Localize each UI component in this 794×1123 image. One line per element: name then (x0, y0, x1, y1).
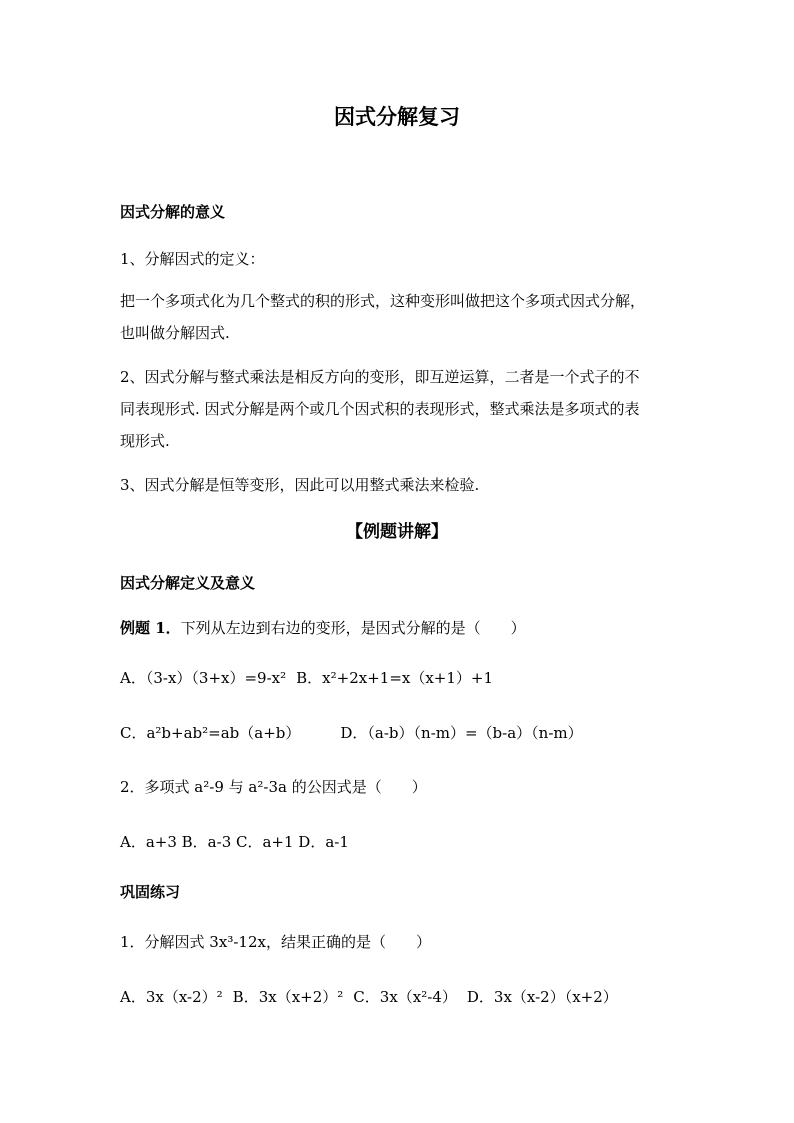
examples-heading: 【例题讲解】 (346, 522, 448, 542)
practice-heading: 巩固练习 (120, 883, 181, 901)
example-1-option-b: B．x²+2x+1=x（x+1）+1 (296, 669, 494, 687)
point-2-line-3: 现形式. (120, 432, 170, 450)
example-2-options: A．a+3 B．a-3 C．a+1 D．a-1 (120, 833, 349, 851)
practice-1-option-a: A．3x（x-2）² (120, 988, 223, 1006)
example-1-options-row-2 (120, 723, 583, 743)
section-heading-meaning: 因式分解的意义 (120, 203, 226, 221)
practice-1-options (120, 987, 618, 1007)
example-1-stem: 下列从左边到右边的变形，是因式分解的是（ ） (180, 619, 526, 637)
example-1-option-d: D．（a-b）（n-m）=（b-a）（n-m） (340, 724, 583, 742)
example-1-option-c: C．a²b+ab²=ab（a+b） (120, 724, 301, 742)
point-2-line-2: 同表现形式. 因式分解是两个或几个因式积的表现形式，整式乘法是多项式的表 (120, 400, 640, 418)
practice-1-option-b: B．3x（x+2）² (232, 988, 344, 1006)
section-heading-definition: 因式分解定义及意义 (120, 574, 256, 592)
point-2-line-1: 2、因式分解与整式乘法是相反方向的变形，即互逆运算，二者是一个式子的不 (120, 368, 640, 386)
example-1-question (120, 618, 526, 638)
practice-1-option-c: C．3x（x²-4） (353, 988, 457, 1006)
definition-line-1: 把一个多项式化为几个整式的积的形式，这种变形叫做把这个多项式因式分解， (120, 292, 646, 310)
example-1-options-row-1 (120, 668, 493, 688)
practice-1-option-d: D．3x（x-2）（x+2） (466, 988, 618, 1006)
example-2-question: 2．多项式 a²-9 与 a²-3a 的公因式是（ ） (120, 778, 427, 796)
definition-line-2: 也叫做分解因式. (120, 324, 230, 342)
page-title: 因式分解复习 (334, 104, 460, 129)
practice-1-question: 1．分解因式 3x³-12x，结果正确的是（ ） (120, 933, 431, 951)
example-1-label: 例题 1． (120, 619, 181, 637)
example-1-option-a: A．（3-x）（3+x）=9-x² (120, 669, 287, 687)
point-3: 3、因式分解是恒等变形，因此可以用整式乘法来检验. (120, 476, 480, 494)
definition-label: 1、分解因式的定义： (120, 250, 265, 268)
